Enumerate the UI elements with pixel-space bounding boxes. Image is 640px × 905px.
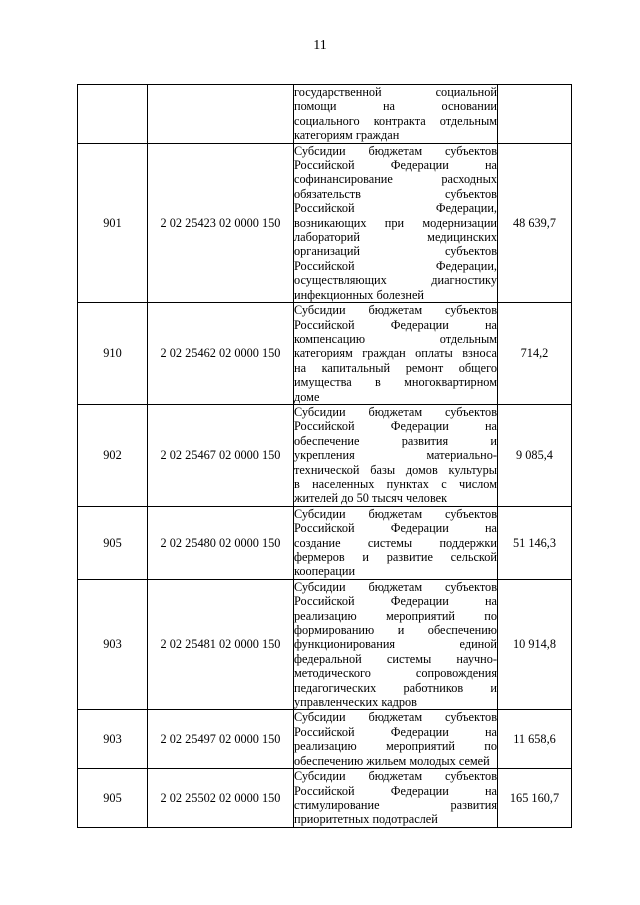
- description-line: Субсидии бюджетам субъектов: [294, 303, 497, 318]
- description-line: технической базы домов культуры: [294, 462, 497, 477]
- description-line: укрепления материально-: [294, 448, 497, 463]
- description-line: функционирования единой: [294, 637, 497, 652]
- description-line: Российской Федерации,: [294, 258, 497, 273]
- description-line: Российской Федерации на: [294, 317, 497, 332]
- description-line: управленческих кадров: [294, 695, 417, 710]
- description-line: Субсидии бюджетам субъектов: [294, 404, 497, 419]
- description-line: на капитальный ремонт общего: [294, 360, 497, 375]
- description-line: компенсацию отдельным: [294, 331, 497, 346]
- description-cell: [294, 769, 498, 828]
- description-line: реализацию мероприятий по: [294, 608, 497, 623]
- admin-code-cell: 902: [78, 404, 148, 506]
- description-line: инфекционных болезней: [294, 287, 424, 302]
- description-line: стимулирование развития: [294, 797, 497, 812]
- description-cell: [294, 85, 498, 144]
- description-line: обеспечению жильем молодых семей: [294, 753, 490, 768]
- amount-cell: 48 639,7: [498, 143, 572, 302]
- description-line: методического сопровождения: [294, 666, 497, 681]
- description-line: обеспечение развития и: [294, 433, 497, 448]
- description-line: возникающих при модернизации: [294, 215, 497, 230]
- description-line: жителей до 50 тысяч человек: [294, 491, 448, 506]
- budget-code-cell: 2 02 25481 02 0000 150: [148, 579, 294, 710]
- amount-cell: 9 085,4: [498, 404, 572, 506]
- description-line: лабораторий медицинских: [294, 230, 497, 245]
- description-line: создание системы поддержки: [294, 535, 497, 550]
- description-line: Российской Федерации на: [294, 419, 497, 434]
- budget-code-cell: [148, 85, 294, 144]
- description-line: в населенных пунктах с числом: [294, 476, 497, 491]
- admin-code-cell: 901: [78, 143, 148, 302]
- description-cell: [294, 143, 498, 302]
- admin-code-cell: 903: [78, 710, 148, 769]
- description-line: категориям граждан: [294, 128, 400, 143]
- budget-code-cell: 2 02 25467 02 0000 150: [148, 404, 294, 506]
- table-row: [78, 85, 572, 144]
- description-line: Российской Федерации на: [294, 521, 497, 536]
- description-line: Российской Федерации на: [294, 594, 497, 609]
- description-line: Российской Федерации на: [294, 783, 497, 798]
- budget-code-cell: 2 02 25497 02 0000 150: [148, 710, 294, 769]
- description-cell: [294, 404, 498, 506]
- description-line: организаций субъектов: [294, 244, 497, 259]
- budget-table: [77, 84, 572, 828]
- amount-cell: 51 146,3: [498, 506, 572, 579]
- description-line: софинансирование расходных: [294, 172, 497, 187]
- amount-cell: 11 658,6: [498, 710, 572, 769]
- budget-code-cell: 2 02 25502 02 0000 150: [148, 769, 294, 828]
- budget-code-cell: 2 02 25423 02 0000 150: [148, 143, 294, 302]
- description-line: Субсидии бюджетам субъектов: [294, 769, 497, 784]
- description-line: осуществляющих диагностику: [294, 273, 497, 288]
- description-line: федеральной системы научно-: [294, 651, 497, 666]
- budget-code-cell: 2 02 25480 02 0000 150: [148, 506, 294, 579]
- description-cell: [294, 303, 498, 405]
- table-row: [78, 579, 572, 710]
- amount-cell: 165 160,7: [498, 769, 572, 828]
- description-line: категориям граждан оплаты взноса: [294, 346, 497, 361]
- description-line: фермеров и развитие сельской: [294, 550, 497, 564]
- description-cell: [294, 710, 498, 769]
- description-line: реализацию мероприятий по: [294, 739, 497, 754]
- description-line: Российской Федерации на: [294, 158, 497, 173]
- admin-code-cell: 910: [78, 303, 148, 405]
- admin-code-cell: 905: [78, 769, 148, 828]
- description-cell: [294, 506, 498, 579]
- description-cell: [294, 579, 498, 710]
- admin-code-cell: [78, 85, 148, 144]
- budget-code-cell: 2 02 25462 02 0000 150: [148, 303, 294, 405]
- admin-code-cell: 903: [78, 579, 148, 710]
- table-row: [78, 143, 572, 302]
- amount-cell: 714,2: [498, 303, 572, 405]
- table-row: [78, 506, 572, 579]
- description-line: формированию и обеспечению: [294, 623, 497, 638]
- description-line: Субсидии бюджетам субъектов: [294, 506, 497, 521]
- table-row: [78, 710, 572, 769]
- description-line: приоритетных подотраслей: [294, 812, 438, 827]
- admin-code-cell: 905: [78, 506, 148, 579]
- table-row: [78, 769, 572, 828]
- description-line: кооперации: [294, 564, 356, 579]
- description-line: Российской Федерации,: [294, 201, 497, 216]
- description-line: обязательств субъектов: [294, 186, 497, 201]
- description-line: педагогических работников и: [294, 680, 497, 695]
- description-line: социального контракта отдельным: [294, 113, 497, 128]
- description-line: Субсидии бюджетам субъектов: [294, 710, 497, 725]
- budget-table-body: [78, 85, 572, 828]
- description-line: государственной социальной: [294, 85, 497, 99]
- description-line: Субсидии бюджетам субъектов: [294, 143, 497, 158]
- description-line: Российской Федерации на: [294, 724, 497, 739]
- table-row: [78, 404, 572, 506]
- description-line: имущества в многоквартирном: [294, 375, 497, 390]
- amount-cell: 10 914,8: [498, 579, 572, 710]
- description-line: Субсидии бюджетам субъектов: [294, 579, 497, 594]
- amount-cell: [498, 85, 572, 144]
- description-line: доме: [294, 389, 320, 404]
- page-number: 11: [313, 38, 327, 53]
- description-line: помощи на основании: [294, 99, 497, 114]
- table-row: [78, 303, 572, 405]
